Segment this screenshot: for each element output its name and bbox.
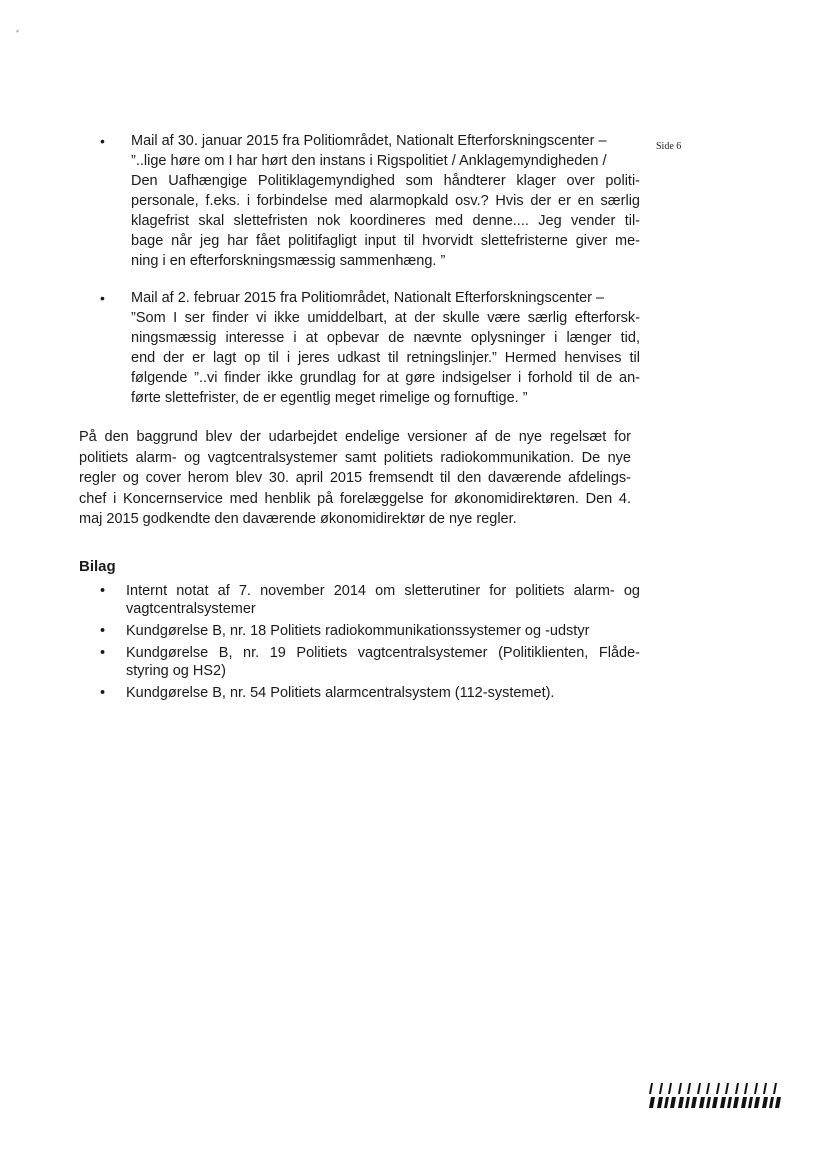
- paragraph-line: chef i Koncernservice med henblik på forelæggelse for økonomidirektøren. Den 4.: [79, 490, 631, 507]
- appendix-line: vagtcentralsystemer: [126, 601, 256, 617]
- bullet-line: end der er lagt op til i jeres udkast til retningslinjer.” Hermed henvises til: [131, 350, 640, 366]
- appendix-item: [100, 684, 640, 702]
- paragraph-line: På den baggrund blev der udarbejdet endelige versioner af de nye regelsæt for: [79, 429, 631, 445]
- paragraph-line: politiets alarm- og vagtcentralsystemer samt politiets radiokommunikation. De nye: [79, 449, 631, 466]
- bullet-line: Mail af 30. januar 2015 fra Politiområdet, Nationalt Efterforskningscenter –: [131, 133, 607, 149]
- body-paragraph: [79, 427, 631, 530]
- bullet-line: bage når jeg har fået politifagligt input til hvorvidt slettefristerne giver me-: [131, 233, 640, 249]
- bullet-dot: •: [100, 685, 106, 701]
- page-number-label: Side 6: [656, 141, 682, 152]
- bullet-line: Den Uafhængige Politiklagemyndighed som håndterer klager over politi-: [131, 173, 640, 189]
- appendix-line: Internt notat af 7. november 2014 om sletterutiner for politiets alarm- og: [126, 583, 640, 599]
- paragraph-line: maj 2015 godkendte den daværende økonomidirektør de nye regler.: [79, 511, 517, 527]
- bullet-line: ”Som I ser finder vi ikke umiddelbart, at der skulle være særlig efterforsk-: [131, 310, 640, 326]
- bullet-line: personale, f.eks. i forbindelse med alarmopkald osv.? Hvis der er en særlig: [131, 193, 640, 209]
- barcode-icon: [649, 1083, 783, 1109]
- appendix-item: [100, 644, 640, 680]
- appendix-line: Kundgørelse B, nr. 19 Politiets vagtcentralsystemer (Politiklienten, Flåde-: [126, 645, 640, 661]
- bullet-dot: •: [100, 133, 105, 149]
- bullet-line: Mail af 2. februar 2015 fra Politiområdet, Nationalt Efterforskningscenter –: [131, 290, 605, 306]
- appendix-item: [100, 582, 640, 618]
- bullet-dot: •: [100, 645, 106, 661]
- appendix-item: [100, 622, 640, 640]
- bullet-line: klagefrist skal slettefristen nok koordineres med denne.... Jeg vender til-: [131, 213, 640, 229]
- bullet-line: følgende ”..vi finder ikke grundlag for at gøre indsigelser i forhold til de an-: [131, 370, 640, 386]
- appendix-line: Kundgørelse B, nr. 54 Politiets alarmcentralsystem (112-systemet).: [126, 685, 555, 701]
- bullet-line: ning i en efterforskningsmæssig sammenhæng. ”: [131, 253, 446, 269]
- bullet-item: [100, 288, 640, 408]
- appendix-line: styring og HS2): [126, 663, 226, 679]
- appendix-list: [100, 582, 640, 702]
- bullet-line: ningsmæssig interesse i at opbevar de nævnte oplysninger i længer tid,: [131, 330, 640, 346]
- bullet-dot: •: [100, 623, 106, 639]
- appendix-heading: Bilag: [79, 558, 116, 575]
- bullet-item: [100, 131, 640, 271]
- bullet-line: førte slettefrister, de er egentlig meget rimelige og fornuftige. ”: [131, 390, 528, 406]
- appendix-line: Kundgørelse B, nr. 18 Politiets radiokommunikationssystemer og -udstyr: [126, 623, 590, 639]
- bullet-dot: •: [100, 583, 106, 599]
- bullet-dot: •: [100, 290, 105, 306]
- bullet-line: ”..lige høre om I har hørt den instans i Rigspolitiet / Anklagemyndigheden /: [131, 153, 607, 169]
- paragraph-line: regler og cover herom blev 30. april 2015 fremsendt til den daværende afdelings-: [79, 470, 631, 486]
- scan-speck: [16, 29, 20, 32]
